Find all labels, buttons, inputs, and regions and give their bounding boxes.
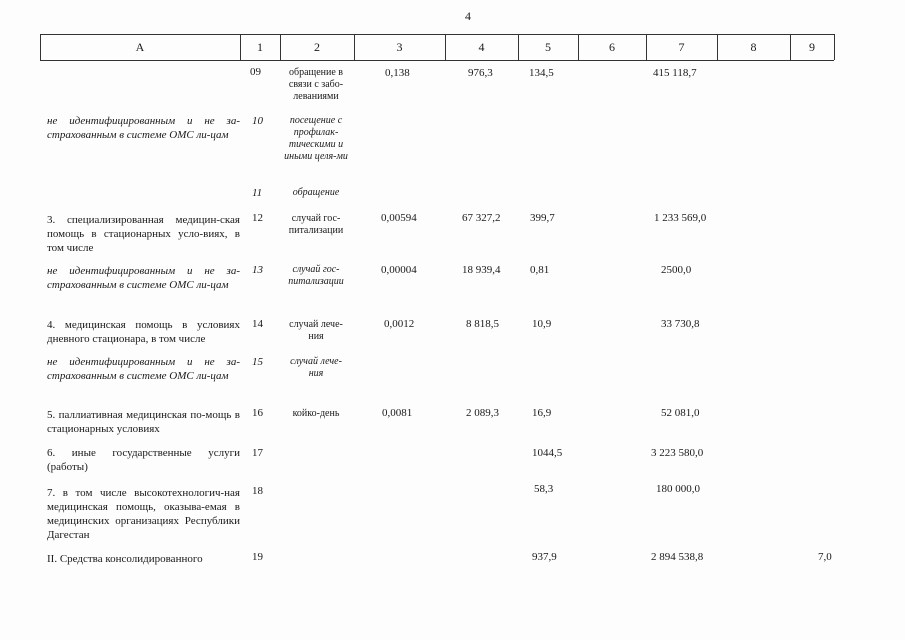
row-label: 4. медицинская помощь в условиях дневного стационара, в том числе	[47, 319, 240, 345]
row-value-col7: 3 223 580,0	[651, 447, 704, 459]
column-divider	[834, 34, 835, 60]
row-code: 16	[252, 407, 263, 419]
row-value-col5: 10,9	[532, 318, 552, 330]
row-label: II. Средства консолидированного	[47, 553, 203, 565]
row-value-col5: 937,9	[532, 551, 557, 563]
header-cell-6: 6	[609, 40, 615, 54]
row-value-col3: 0,0081	[382, 407, 413, 419]
row-unit: койко-день	[292, 408, 340, 419]
row-unit: случай гос-питализации	[288, 264, 344, 287]
row-value-col5: 134,5	[529, 67, 554, 79]
row-value-col5: 0,81	[530, 264, 550, 276]
row-value-col3: 0,138	[385, 67, 410, 79]
header-cell-a: А	[135, 40, 145, 54]
row-label: не идентифицированным и не за-страхованным в системе ОМС ли-цам	[47, 356, 240, 382]
header-cell-9: 9	[809, 40, 815, 54]
row-code: 19	[252, 551, 263, 563]
row-value-col3: 0,0012	[384, 318, 415, 330]
row-value-col7: 2500,0	[661, 264, 692, 276]
header-cell-5: 5	[545, 40, 551, 54]
row-value-col4: 2 089,3	[466, 407, 499, 419]
row-value-col5: 16,9	[532, 407, 552, 419]
row-unit: обращение в связи с забо-леваниями	[288, 67, 344, 102]
row-label: не идентифицированным и не за-страхованным в системе ОМС ли-цам	[47, 115, 240, 141]
header-cell-4: 4	[478, 40, 485, 54]
row-unit: случай гос-питализации	[288, 213, 344, 236]
row-value-col7: 415 118,7	[653, 67, 697, 79]
row-code: 09	[250, 66, 261, 78]
row-code: 18	[252, 485, 263, 497]
row-label: 3. специализированная медицин-ская помощь в стационарных усло-виях, в том числе	[47, 214, 240, 254]
row-value-col4: 8 818,5	[466, 318, 499, 330]
row-code: 15	[252, 356, 263, 368]
header-bottom-rule	[40, 60, 834, 61]
row-unit: случай лече-ния	[289, 319, 343, 342]
row-code: 13	[252, 264, 263, 276]
row-value-col5: 1044,5	[532, 447, 563, 459]
header-cell-7: 7	[678, 40, 685, 54]
row-value-col3: 0,00594	[381, 212, 417, 224]
row-value-col7: 2 894 538,8	[651, 551, 704, 563]
header-top-rule	[40, 34, 834, 35]
row-unit: обращение	[292, 187, 340, 198]
row-value-col7: 52 081,0	[661, 407, 700, 419]
row-label: 6. иные государственные услуги (работы)	[47, 447, 240, 473]
header-cell-1: 1	[257, 40, 263, 54]
row-unit: случай лече-ния	[290, 356, 342, 379]
row-label: не идентифицированным и не за-страхованным в системе ОМС ли-цам	[47, 265, 240, 291]
row-value-col3: 0,00004	[381, 264, 417, 276]
row-value-col7: 180 000,0	[656, 483, 700, 495]
header-cell-8: 8	[750, 40, 757, 54]
row-value-col7: 33 730,8	[661, 318, 700, 330]
row-label: 5. паллиативная медицинская по-мощь в стационарных условиях	[47, 409, 240, 435]
row-code: 10	[252, 115, 263, 127]
header-cell-3: 3	[396, 40, 403, 54]
row-value-col5: 58,3	[534, 483, 554, 495]
row-value-col4: 976,3	[468, 67, 493, 79]
row-code: 11	[252, 187, 263, 199]
row-code: 12	[252, 212, 263, 224]
row-value-col4: 67 327,2	[462, 212, 501, 224]
header-cell-2: 2	[314, 40, 320, 54]
page-number: 4	[465, 9, 471, 23]
row-value-col9: 7,0	[818, 551, 832, 563]
row-value-col4: 18 939,4	[462, 264, 501, 276]
row-label: 7. в том числе высокотехнологич-ная медицинская помощь, оказыва-емая в медицинских организациях Республики Дагестан	[47, 487, 240, 541]
row-value-col7: 1 233 569,0	[654, 212, 707, 224]
row-code: 14	[252, 318, 263, 330]
row-unit: посещение с профилак-тическими и иными целя-ми	[284, 115, 348, 162]
row-value-col5: 399,7	[530, 212, 555, 224]
row-code: 17	[252, 447, 263, 459]
